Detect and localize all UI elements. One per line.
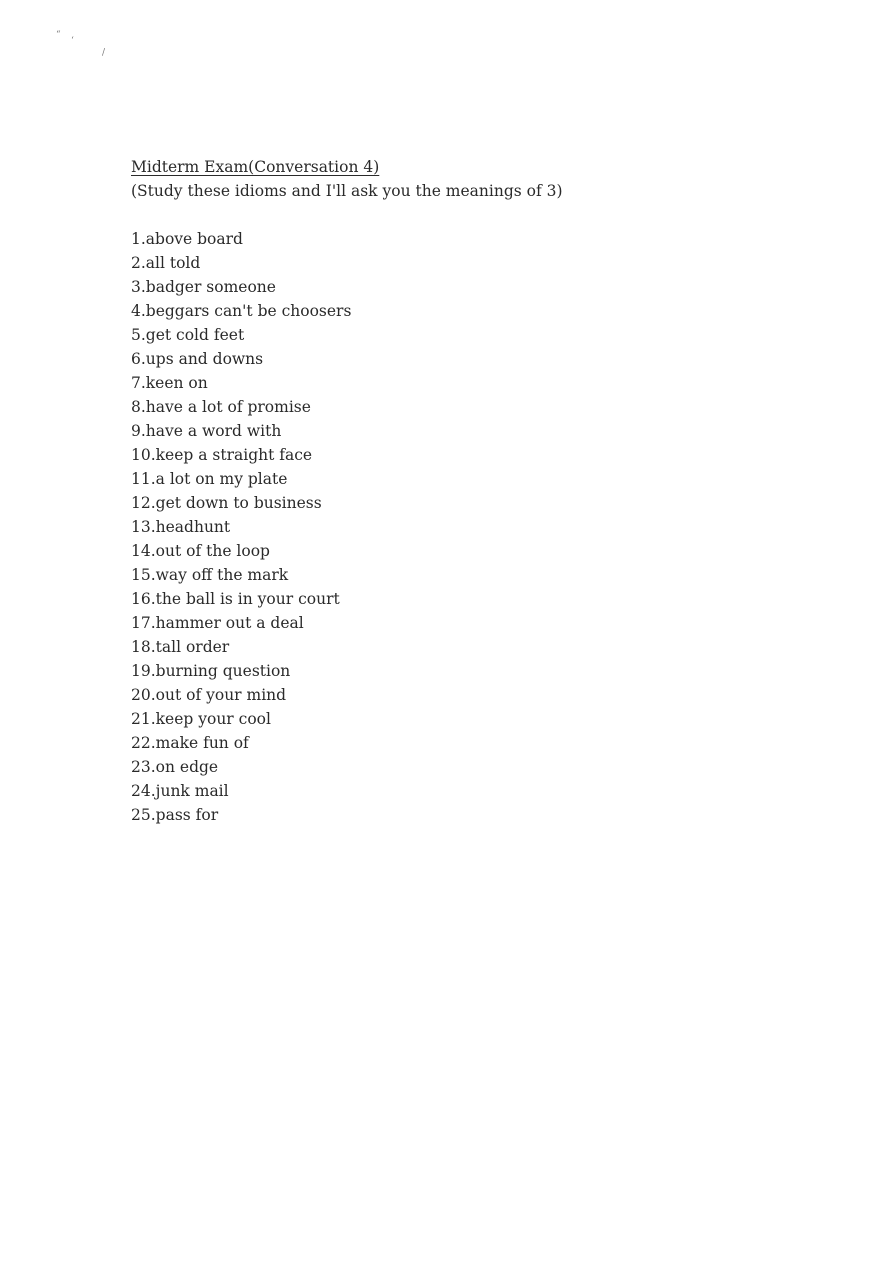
exam-instruction: (Study these idioms and I'll ask you the meanings of 3) (131, 182, 563, 200)
idiom-item: 17.hammer out a deal (131, 614, 304, 632)
idiom-item: 9.have a word with (131, 422, 282, 440)
idiom-item: 1.above board (131, 230, 243, 248)
idiom-item: 11.a lot on my plate (131, 470, 288, 488)
scan-speck: / (102, 48, 106, 58)
idiom-item: 19.burning question (131, 662, 291, 680)
idiom-list (131, 227, 831, 827)
idiom-item: 20.out of your mind (131, 686, 287, 704)
scan-speck: ‘ (71, 36, 74, 46)
idiom-item: 22.make fun of (131, 734, 249, 752)
idiom-item: 16.the ball is in your court (131, 590, 340, 608)
idiom-item: 4.beggars can't be choosers (131, 302, 352, 320)
idiom-item: 5.get cold feet (131, 326, 245, 344)
idiom-item: 14.out of the loop (131, 542, 270, 560)
idiom-item: 24.junk mail (131, 782, 229, 800)
exam-document (131, 155, 831, 827)
idiom-item: 2.all told (131, 254, 201, 272)
idiom-item: 3.badger someone (131, 278, 276, 296)
idiom-item: 25.pass for (131, 806, 219, 824)
idiom-item: 23.on edge (131, 758, 219, 776)
idiom-item: 18.tall order (131, 638, 230, 656)
idiom-item: 21.keep your cool (131, 710, 271, 728)
idiom-item: 10.keep a straight face (131, 446, 313, 464)
exam-title: Midterm Exam(Conversation 4) (131, 158, 380, 176)
idiom-item: 13.headhunt (131, 518, 231, 536)
idiom-item: 7.keen on (131, 374, 208, 392)
idiom-item: 6.ups and downs (131, 350, 264, 368)
idiom-item: 12.get down to business (131, 494, 322, 512)
idiom-item: 15.way off the mark (131, 566, 289, 584)
idiom-item: 8.have a lot of promise (131, 398, 311, 416)
scan-speck: “ (56, 30, 61, 40)
